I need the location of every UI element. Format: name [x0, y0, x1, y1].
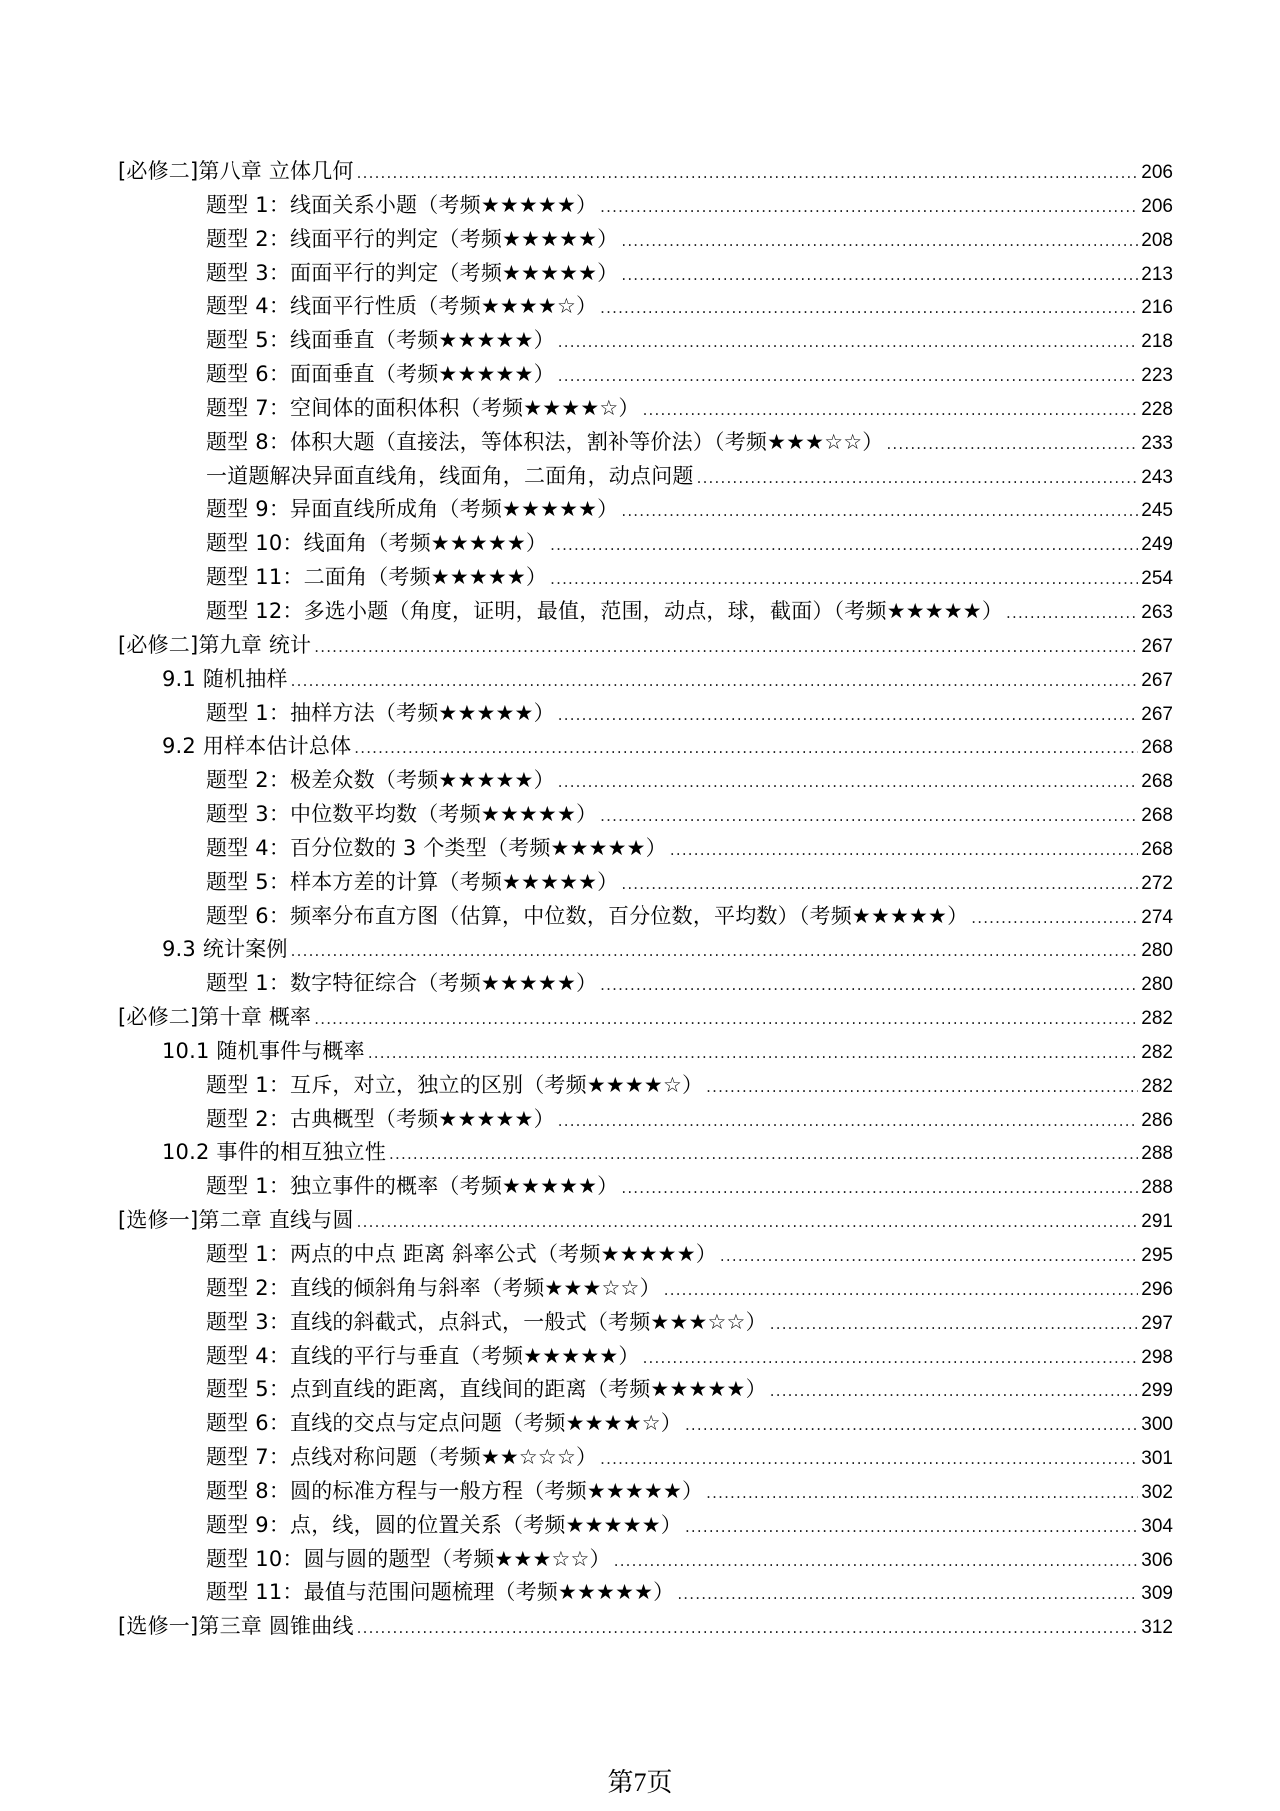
- toc-dot-leader: [685, 1511, 1138, 1545]
- toc-entry-title: 题型 5：线面垂直（考频★★★★★）: [206, 328, 555, 353]
- toc-entry-title: [选修一]第三章 圆锥曲线: [118, 1614, 354, 1639]
- toc-topic-entry[interactable]: [118, 1069, 1173, 1103]
- toc-entry-page-number: 297: [1141, 1312, 1173, 1334]
- toc-entry-page-number: 223: [1141, 365, 1173, 387]
- toc-dot-leader: [389, 1138, 1138, 1172]
- toc-dot-leader: [621, 1172, 1138, 1206]
- toc-topic-entry[interactable]: [118, 798, 1173, 832]
- toc-dot-leader: [770, 1375, 1139, 1409]
- toc-entry-title: 题型 5：样本方差的计算（考频★★★★★）: [206, 869, 619, 894]
- toc-entry-page-number: 268: [1141, 838, 1173, 860]
- toc-entry-page-number: 245: [1141, 500, 1173, 522]
- toc-chapter-entry[interactable]: [118, 1610, 1173, 1644]
- toc-dot-leader: [720, 1240, 1138, 1274]
- toc-topic-entry[interactable]: [118, 324, 1173, 358]
- toc-dot-leader: [600, 969, 1138, 1003]
- toc-dot-leader: [357, 1206, 1139, 1240]
- toc-entry-title: 题型 2：古典概型（考频★★★★★）: [206, 1106, 555, 1131]
- toc-topic-entry[interactable]: [118, 257, 1173, 291]
- toc-entry-page-number: 280: [1141, 940, 1173, 962]
- toc-section-entry[interactable]: [118, 1136, 1173, 1170]
- toc-entry-page-number: 298: [1141, 1346, 1173, 1368]
- toc-entry-page-number: 268: [1141, 771, 1173, 793]
- toc-dot-leader: [550, 563, 1138, 597]
- toc-entry-page-number: 228: [1141, 398, 1173, 420]
- toc-topic-entry[interactable]: [118, 764, 1173, 798]
- toc-topic-entry[interactable]: [118, 595, 1173, 629]
- toc-entry-title: 题型 10：线面角（考频★★★★★）: [206, 531, 548, 556]
- toc-entry-title: 9.3 统计案例: [162, 937, 288, 962]
- toc-dot-leader: [558, 326, 1139, 360]
- toc-topic-entry[interactable]: [118, 1373, 1173, 1407]
- toc-topic-entry[interactable]: [118, 527, 1173, 561]
- toc-entry-page-number: 312: [1141, 1617, 1173, 1639]
- toc-entry-page-number: 267: [1141, 635, 1173, 657]
- toc-entry-page-number: 299: [1141, 1380, 1173, 1402]
- toc-entry-title: 题型 2：直线的倾斜角与斜率（考频★★★☆☆）: [206, 1275, 661, 1300]
- toc-topic-entry[interactable]: [118, 189, 1173, 223]
- toc-entry-title: 题型 4：直线的平行与垂直（考频★★★★★）: [206, 1343, 640, 1368]
- toc-dot-leader: [677, 1578, 1138, 1612]
- toc-entry-title: 题型 6：面面垂直（考频★★★★★）: [206, 362, 555, 387]
- toc-dot-leader: [1006, 597, 1138, 631]
- toc-dot-leader: [558, 699, 1139, 733]
- toc-entry-title: 题型 4：线面平行性质（考频★★★★☆）: [206, 294, 598, 319]
- toc-dot-leader: [291, 935, 1139, 969]
- toc-dot-leader: [706, 1477, 1138, 1511]
- toc-dot-leader: [971, 902, 1138, 936]
- toc-entry-title: 题型 1：互斥，对立，独立的区别（考频★★★★☆）: [206, 1072, 704, 1097]
- toc-entry-title: 题型 3：直线的斜截式，点斜式，一般式（考频★★★☆☆）: [206, 1309, 767, 1334]
- toc-dot-leader: [621, 868, 1138, 902]
- toc-dot-leader: [550, 529, 1138, 563]
- toc-dot-leader: [706, 1071, 1138, 1105]
- toc-dot-leader: [685, 1409, 1138, 1443]
- toc-entry-title: 题型 1：抽样方法（考频★★★★★）: [206, 700, 555, 725]
- toc-dot-leader: [614, 1545, 1139, 1579]
- toc-topic-entry[interactable]: [118, 967, 1173, 1001]
- toc-dot-leader: [357, 1612, 1139, 1646]
- toc-topic-entry[interactable]: [118, 1272, 1173, 1306]
- page-number-footer: 第7页: [607, 1768, 673, 1797]
- toc-entry-title: 题型 7：点线对称问题（考频★★☆☆☆）: [206, 1445, 598, 1470]
- toc-topic-entry[interactable]: [118, 866, 1173, 900]
- toc-topic-entry[interactable]: [118, 392, 1173, 426]
- toc-section-entry[interactable]: [118, 663, 1173, 697]
- toc-entry-title: 题型 7：空间体的面积体积（考频★★★★☆）: [206, 395, 640, 420]
- toc-entry-page-number: 295: [1141, 1245, 1173, 1266]
- toc-entry-title: 9.1 随机抽样: [162, 666, 288, 691]
- toc-topic-entry[interactable]: [118, 561, 1173, 595]
- toc-entry-page-number: 218: [1141, 331, 1173, 353]
- toc-entry-page-number: 301: [1141, 1448, 1173, 1470]
- toc-entry-page-number: 213: [1141, 263, 1173, 285]
- toc-dot-leader: [354, 732, 1138, 766]
- toc-entry-title: 题型 6：直线的交点与定点问题（考频★★★★☆）: [206, 1411, 682, 1436]
- toc-entry-title: 题型 12：多选小题（角度，证明，最值，范围，动点，球，截面）（考频★★★★★）: [206, 598, 1004, 623]
- toc-topic-entry[interactable]: [118, 1340, 1173, 1374]
- toc-entry-title: 题型 9：异面直线所成角（考频★★★★★）: [206, 497, 619, 522]
- toc-topic-entry[interactable]: [118, 1576, 1173, 1610]
- toc-topic-entry[interactable]: [118, 460, 1173, 494]
- toc-dot-leader: [643, 1342, 1139, 1376]
- toc-dot-leader: [697, 462, 1139, 496]
- toc-dot-leader: [314, 1003, 1138, 1037]
- toc-topic-entry[interactable]: [118, 426, 1173, 460]
- toc-dot-leader: [670, 834, 1138, 868]
- toc-dot-leader: [291, 665, 1139, 699]
- toc-entry-page-number: 216: [1141, 297, 1173, 319]
- toc-dot-leader: [621, 225, 1138, 259]
- toc-topic-entry[interactable]: [118, 1306, 1173, 1340]
- toc-entry-page-number: 288: [1141, 1143, 1173, 1165]
- toc-entry-title: 10.2 事件的相互独立性: [162, 1140, 387, 1165]
- toc-dot-leader: [621, 495, 1138, 529]
- toc-entry-page-number: 267: [1141, 703, 1173, 725]
- toc-entry-title: 题型 2：极差众数（考频★★★★★）: [206, 768, 555, 793]
- toc-topic-entry[interactable]: [118, 900, 1173, 934]
- toc-entry-title: [必修二]第九章 统计: [118, 632, 312, 657]
- toc-entry-title: 题型 5：点到直线的距离，直线间的距离（考频★★★★★）: [206, 1377, 767, 1402]
- toc-entry-title: 题型 8：圆的标准方程与一般方程（考频★★★★★）: [206, 1478, 704, 1503]
- toc-section-entry[interactable]: [118, 1035, 1173, 1069]
- toc-entry-title: 题型 10：圆与圆的题型（考频★★★☆☆）: [206, 1546, 611, 1571]
- toc-entry-page-number: 282: [1141, 1041, 1173, 1063]
- toc-topic-entry[interactable]: [118, 1475, 1173, 1509]
- toc-entry-title: 题型 11：最值与范围问题梳理（考频★★★★★）: [206, 1580, 675, 1605]
- toc-dot-leader: [600, 800, 1138, 834]
- toc-entry-page-number: 243: [1141, 466, 1173, 488]
- toc-entry-title: 题型 1：线面关系小题（考频★★★★★）: [206, 192, 598, 217]
- toc-chapter-entry[interactable]: [118, 155, 1173, 189]
- toc-topic-entry[interactable]: [118, 1238, 1173, 1272]
- toc-entry-page-number: 206: [1141, 195, 1173, 217]
- toc-entry-title: 题型 3：中位数平均数（考频★★★★★）: [206, 802, 598, 827]
- toc-entry-page-number: 267: [1141, 669, 1173, 691]
- toc-dot-leader: [621, 259, 1138, 293]
- toc-topic-entry[interactable]: [118, 358, 1173, 392]
- toc-entry-page-number: 254: [1141, 568, 1173, 590]
- toc-topic-entry[interactable]: [118, 1543, 1173, 1577]
- toc-topic-entry[interactable]: [118, 1407, 1173, 1441]
- toc-chapter-entry[interactable]: [118, 1001, 1173, 1035]
- toc-topic-entry[interactable]: [118, 697, 1173, 731]
- toc-entry-page-number: 309: [1141, 1583, 1173, 1605]
- toc-topic-entry[interactable]: [118, 223, 1173, 257]
- toc-entry-page-number: 233: [1141, 432, 1173, 454]
- toc-dot-leader: [770, 1308, 1139, 1342]
- toc-entry-page-number: 280: [1141, 974, 1173, 996]
- toc-entry-page-number: 296: [1141, 1278, 1173, 1300]
- toc-entry-title: 题型 11：二面角（考频★★★★★）: [206, 565, 548, 590]
- toc-dot-leader: [886, 428, 1138, 462]
- toc-dot-leader: [357, 157, 1139, 191]
- toc-topic-entry[interactable]: [118, 832, 1173, 866]
- toc-dot-leader: [314, 631, 1138, 665]
- table-of-contents: [118, 155, 1173, 1644]
- toc-entry-title: 题型 6：频率分布直方图（估算，中位数，百分位数，平均数）（考频★★★★★）: [206, 903, 969, 928]
- toc-entry-title: 10.1 随机事件与概率: [162, 1038, 365, 1063]
- toc-section-entry[interactable]: [118, 730, 1173, 764]
- toc-entry-page-number: 306: [1141, 1549, 1173, 1571]
- toc-dot-leader: [664, 1274, 1139, 1308]
- toc-entry-page-number: 263: [1141, 601, 1173, 623]
- toc-entry-page-number: 282: [1141, 1008, 1173, 1030]
- toc-entry-page-number: 274: [1141, 906, 1173, 928]
- toc-entry-page-number: 291: [1141, 1211, 1173, 1233]
- toc-entry-title: 题型 1：两点的中点 距离 斜率公式（考频★★★★★）: [206, 1242, 717, 1266]
- toc-entry-title: 题型 9：点，线，圆的位置关系（考频★★★★★）: [206, 1512, 682, 1537]
- toc-entry-page-number: 304: [1141, 1515, 1173, 1537]
- toc-entry-title: 题型 2：线面平行的判定（考频★★★★★）: [206, 226, 619, 251]
- toc-section-entry[interactable]: [118, 933, 1173, 967]
- toc-chapter-entry[interactable]: [118, 629, 1173, 663]
- toc-entry-page-number: 208: [1141, 229, 1173, 251]
- toc-dot-leader: [368, 1037, 1138, 1071]
- toc-entry-page-number: 302: [1141, 1481, 1173, 1503]
- toc-entry-title: [选修一]第二章 直线与圆: [118, 1208, 354, 1233]
- toc-entry-page-number: 268: [1141, 737, 1173, 759]
- toc-entry-page-number: 288: [1141, 1177, 1173, 1199]
- toc-dot-leader: [558, 766, 1139, 800]
- toc-entry-title: 题型 1：独立事件的概率（考频★★★★★）: [206, 1174, 619, 1199]
- toc-entry-page-number: 286: [1141, 1109, 1173, 1131]
- toc-dot-leader: [600, 191, 1138, 225]
- toc-dot-leader: [558, 1105, 1139, 1139]
- toc-dot-leader: [643, 394, 1139, 428]
- toc-entry-page-number: 268: [1141, 805, 1173, 827]
- toc-dot-leader: [600, 292, 1138, 326]
- toc-topic-entry[interactable]: [118, 1170, 1173, 1204]
- toc-entry-title: 9.2 用样本估计总体: [162, 734, 352, 759]
- toc-dot-leader: [600, 1443, 1138, 1477]
- toc-entry-title: 题型 8：体积大题（直接法，等体积法，割补等价法）（考频★★★☆☆）: [206, 429, 884, 454]
- toc-topic-entry[interactable]: [118, 1509, 1173, 1543]
- toc-entry-page-number: 282: [1141, 1075, 1173, 1097]
- toc-dot-leader: [558, 360, 1139, 394]
- toc-entry-page-number: 272: [1141, 872, 1173, 894]
- toc-entry-title: 一道题解决异面直线角，线面角，二面角，动点问题: [206, 463, 694, 488]
- toc-entry-title: [必修二]第十章 概率: [118, 1005, 312, 1030]
- toc-entry-page-number: 249: [1141, 534, 1173, 556]
- toc-entry-title: 题型 3：面面平行的判定（考频★★★★★）: [206, 260, 619, 285]
- toc-topic-entry[interactable]: [118, 290, 1173, 324]
- toc-topic-entry[interactable]: [118, 1441, 1173, 1475]
- toc-topic-entry[interactable]: [118, 493, 1173, 527]
- toc-chapter-entry[interactable]: [118, 1204, 1173, 1238]
- toc-entry-title: 题型 1：数字特征综合（考频★★★★★）: [206, 971, 598, 996]
- toc-entry-title: 题型 4：百分位数的 3 个类型（考频★★★★★）: [206, 835, 667, 860]
- toc-topic-entry[interactable]: [118, 1103, 1173, 1137]
- toc-entry-page-number: 300: [1141, 1414, 1173, 1436]
- toc-entry-title: [必修二]第八章 立体几何: [118, 159, 354, 183]
- toc-entry-page-number: 206: [1141, 162, 1173, 183]
